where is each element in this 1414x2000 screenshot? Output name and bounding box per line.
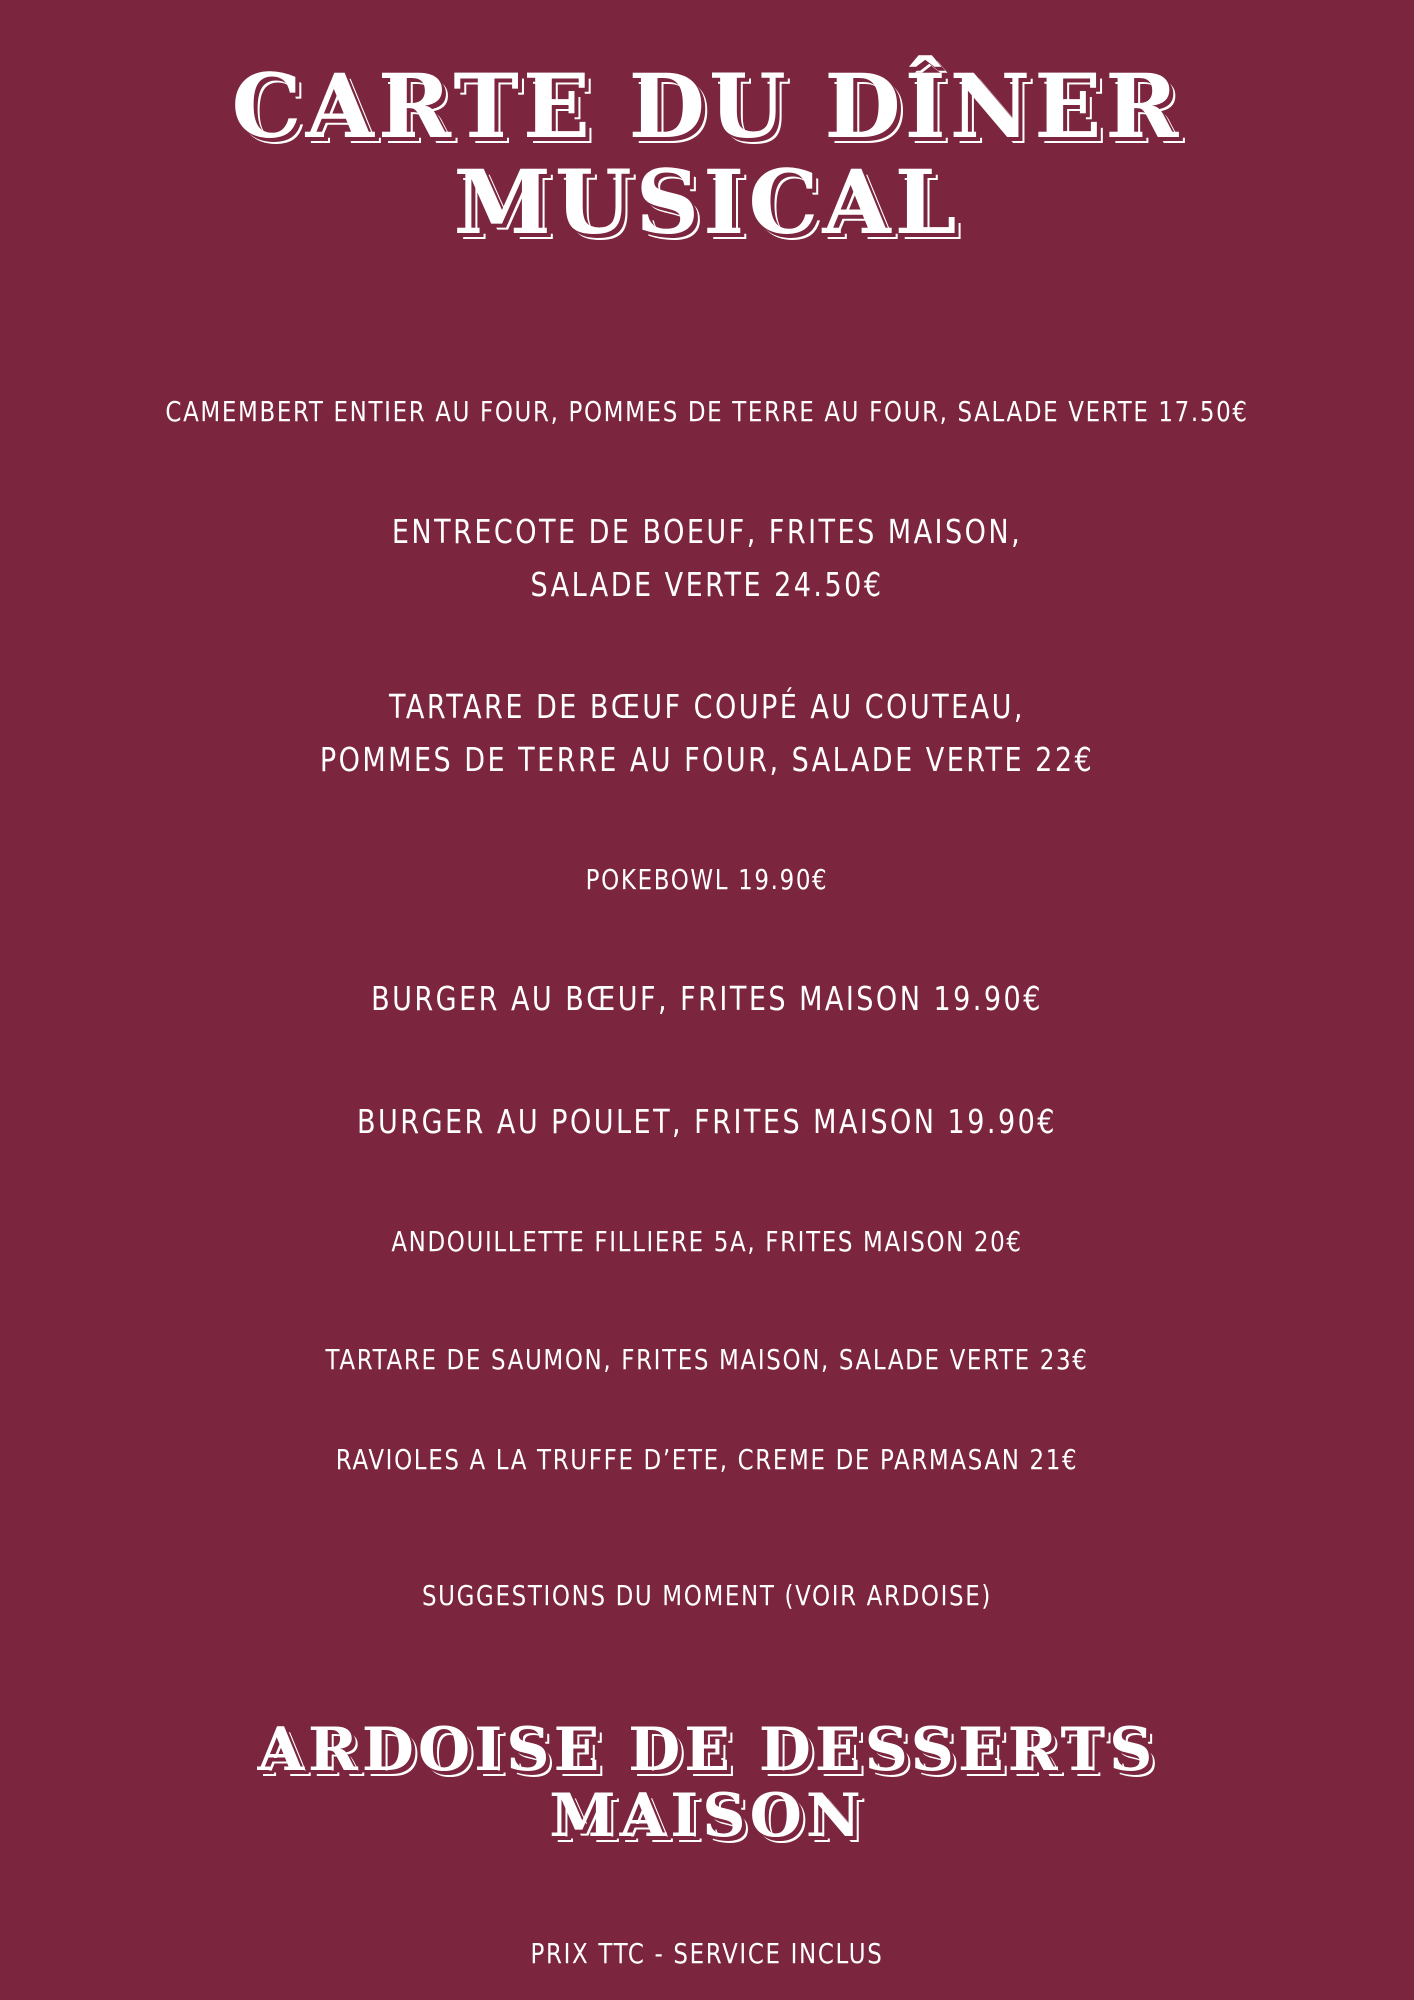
menu-item-text: BURGER AU POULET, FRITES MAISON 19.90€: [357, 1102, 1057, 1141]
menu-item-text: TARTARE DE SAUMON, FRITES MAISON, SALADE VERTE 23€: [325, 1343, 1089, 1376]
menu-item-text-line-2: SALADE VERTE 24.50€: [530, 565, 884, 604]
dessert-title-line-1: ARDOISE DE DESSERTS: [257, 1715, 1157, 1785]
menu-item-text-line-2: POMMES DE TERRE AU FOUR, SALADE VERTE 22€: [319, 740, 1095, 779]
menu-item-andouillette: [127, 1225, 1286, 1258]
price-footer-text: PRIX TTC - SERVICE INCLUS: [530, 1937, 884, 1970]
menu-item-suggestions: [127, 1579, 1286, 1612]
menu-item-text: POKEBOWL 19.90€: [585, 863, 829, 896]
menu-item-text: ENTRECOTE DE BOEUF, FRITES MAISON,: [391, 512, 1023, 551]
menu-item-ravioles: [127, 1443, 1286, 1476]
menu-item-text: TARTARE DE BŒUF COUPÉ AU COUTEAU,: [389, 687, 1025, 726]
menu-title: [0, 54, 1414, 254]
menu-item-burger-boeuf: [127, 979, 1286, 1018]
price-footer: [127, 1937, 1286, 1970]
menu-item-tartare-saumon: [127, 1343, 1286, 1376]
menu-item-tartare-boeuf: [127, 687, 1286, 779]
dessert-title: [0, 1715, 1414, 1851]
menu-item-burger-poulet: [127, 1102, 1286, 1141]
menu-item-camembert: [127, 395, 1286, 428]
menu-item-text: RAVIOLES A LA TRUFFE D’ETE, CREME DE PARMASAN 21€: [335, 1443, 1079, 1476]
menu-title-line-2: MUSICAL: [453, 150, 961, 254]
menu-item-text: CAMEMBERT ENTIER AU FOUR, POMMES DE TERRE AU FOUR, SALADE VERTE 17.50€: [165, 395, 1249, 428]
menu-title-line-1: CARTE DU DÎNER: [231, 54, 1183, 158]
menu-item-pokebowl: [127, 863, 1286, 896]
dessert-title-line-2: MAISON: [549, 1781, 865, 1851]
menu-item-text: SUGGESTIONS DU MOMENT (VOIR ARDOISE): [421, 1579, 993, 1612]
menu-item-text: BURGER AU BŒUF, FRITES MAISON 19.90€: [371, 979, 1043, 1018]
menu-item-entrecote: [127, 512, 1286, 604]
menu-item-text: ANDOUILLETTE FILLIERE 5A, FRITES MAISON 20€: [391, 1225, 1023, 1258]
